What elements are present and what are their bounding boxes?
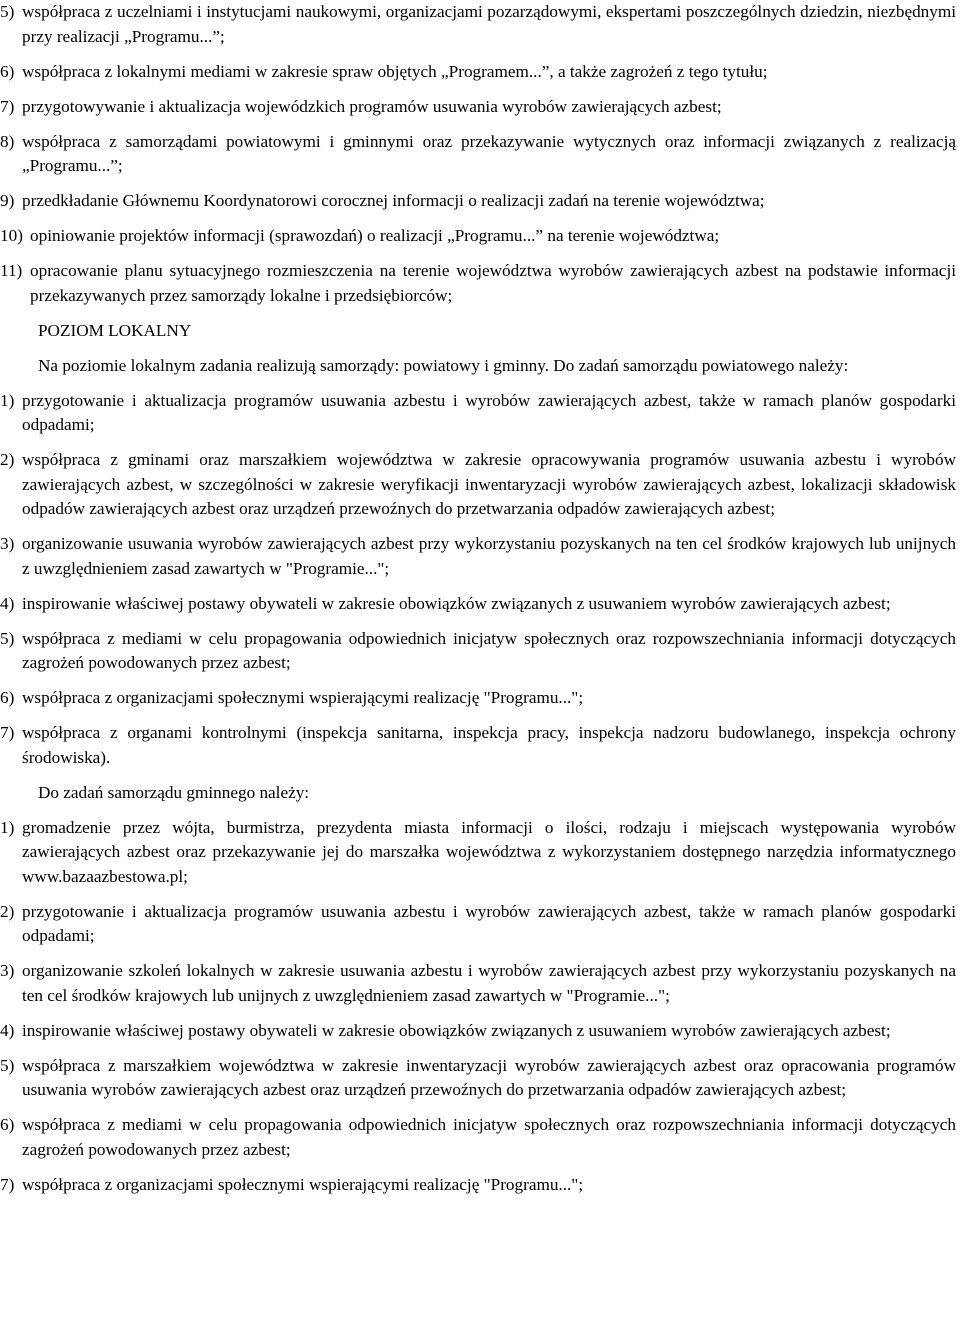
item-text: współpraca z mediami w celu propagowania odpowiednich inicjatyw społecznych oraz rozpowszechniania informacji dotyczących zagrożeń powodowanych przez azbest; xyxy=(22,628,956,672)
item-number: 3) xyxy=(0,534,15,553)
item-number: 6) xyxy=(0,1115,15,1134)
item-text: inspirowanie właściwej postawy obywateli w zakresie obowiązków związanych z usuwaniem wyrobów zawierających azbest; xyxy=(22,593,891,613)
item-number: 3) xyxy=(0,961,15,980)
item-text: organizowanie szkoleń lokalnych w zakresie usuwania azbestu i wyrobów zawierających azbest przy wykorzystaniu pozyskanych na ten cel środków krajowych lub unijnych z uwzględnieniem zasad zawartych w "Programie..."; xyxy=(22,961,956,1005)
county-task-list xyxy=(0,389,956,771)
list-item xyxy=(0,189,956,214)
item-text: współpraca z samorządami powiatowymi i gminnymi oraz przekazywanie wytycznych oraz informacji związanych z realizacją „Programu...”; xyxy=(22,131,956,175)
voivodeship-task-list xyxy=(0,0,956,308)
list-item xyxy=(0,95,956,120)
item-number: 6) xyxy=(0,61,15,81)
list-item xyxy=(0,1173,956,1198)
item-number: 7) xyxy=(0,723,15,742)
item-text: współpraca z mediami w celu propagowania odpowiednich inicjatyw społecznych oraz rozpowszechniania informacji dotyczących zagrożeń powodowanych przez azbest; xyxy=(22,1115,956,1159)
item-text: współpraca z uczelniami i instytucjami naukowymi, organizacjami pozarządowymi, ekspertami poszczególnych dziedzin, niezbędnymi przy realizacji „Programu...”; xyxy=(22,2,956,46)
item-number: 7) xyxy=(0,96,15,116)
list-item xyxy=(0,1113,956,1162)
item-text: współpraca z marszałkiem województwa w zakresie inwentaryzacji wyrobów zawierających azbest oraz opracowania programów usuwania wyrobów zawierających azbest oraz urządzeń przewoźnych do przetwarzania odpadów zawierających azbest; xyxy=(22,1055,956,1099)
list-item xyxy=(0,592,956,617)
item-number: 7) xyxy=(0,1174,15,1194)
list-item xyxy=(0,224,956,249)
list-item xyxy=(0,259,956,308)
item-text: współpraca z lokalnymi mediami w zakresie spraw objętych „Programem...”, a także zagrożeń z tego tytułu; xyxy=(22,61,768,81)
list-item xyxy=(0,900,956,949)
section-heading: POZIOM LOKALNY xyxy=(38,320,192,340)
item-text: przygotowanie i aktualizacja programów usuwania azbestu i wyrobów zawierających azbest, także w ramach planów gospodarki odpadami; xyxy=(22,390,956,434)
item-text: opiniowanie projektów informacji (sprawozdań) o realizacji „Programu...” na terenie województwa; xyxy=(30,226,720,245)
commune-intro: Do zadań samorządu gminnego należy: xyxy=(38,782,310,802)
item-number: 4) xyxy=(0,593,15,613)
item-text: współpraca z organizacjami społecznymi wspierającymi realizację "Programu..."; xyxy=(22,688,584,707)
list-item xyxy=(0,448,956,522)
list-item xyxy=(0,1019,956,1044)
list-item xyxy=(0,0,956,49)
item-number: 1) xyxy=(0,817,15,837)
list-item xyxy=(0,1054,956,1103)
item-number: 9) xyxy=(0,191,15,210)
list-item xyxy=(0,816,956,890)
item-number: 4) xyxy=(0,1020,15,1040)
item-number: 6) xyxy=(0,688,15,707)
list-item xyxy=(0,130,956,179)
item-number: 5) xyxy=(0,628,15,648)
item-text: przygotowywanie i aktualizacja wojewódzkich programów usuwania wyrobów zawierających azbest; xyxy=(22,96,722,116)
item-number: 5) xyxy=(0,1055,15,1075)
item-text: współpraca z organami kontrolnymi (inspekcja sanitarna, inspekcja pracy, inspekcja nadzoru budowlanego, inspekcja ochrony środowiska). xyxy=(22,723,956,767)
item-text: współpraca z organizacjami społecznymi wspierającymi realizację "Programu..."; xyxy=(22,1174,584,1194)
intro-paragraph: Na poziomie lokalnym zadania realizują samorządy: powiatowy i gminny. Do zadań samorządu powiatowego należy: xyxy=(38,355,849,375)
commune-task-list xyxy=(0,816,956,1198)
item-text: opracowanie planu sytuacyjnego rozmieszczenia na terenie województwa wyrobów zawierających azbest na podstawie informacji przekazywanych przez samorządy lokalne i przedsiębiorców; xyxy=(30,261,956,305)
list-item xyxy=(0,721,956,770)
item-text: gromadzenie przez wójta, burmistrza, prezydenta miasta informacji o ilości, rodzaju i miejscach występowania wyrobów zawierających azbest oraz przekazywanie jej do marszałka województwa z wykorzystaniem dostępnego narzędzia informatycznego www.bazaazbestowa.pl; xyxy=(22,817,956,886)
list-item xyxy=(0,686,956,711)
item-number: 2) xyxy=(0,450,15,469)
list-item xyxy=(0,532,956,581)
item-text: przedkładanie Głównemu Koordynatorowi corocznej informacji o realizacji zadań na terenie województwa; xyxy=(22,191,765,210)
list-item xyxy=(0,60,956,85)
item-number: 1) xyxy=(0,390,15,410)
list-item xyxy=(0,389,956,438)
list-item xyxy=(0,959,956,1008)
item-number: 8) xyxy=(0,131,15,151)
item-text: inspirowanie właściwej postawy obywateli w zakresie obowiązków związanych z usuwaniem wyrobów zawierających azbest; xyxy=(22,1020,891,1040)
item-text: przygotowanie i aktualizacja programów usuwania azbestu i wyrobów zawierających azbest, także w ramach planów gospodarki odpadami; xyxy=(22,901,956,945)
item-number: 5) xyxy=(0,2,15,21)
item-text: współpraca z gminami oraz marszałkiem województwa w zakresie opracowywania programów usuwania azbestu i wyrobów zawierających azbest, w szczególności w zakresie weryfikacji inwentaryzacji wyrobów zawierających azbest, lokalizacji składowisk odpadów zawierających azbest oraz urządzeń przewoźnych do przetwarzania odpadów zawierających azbest; xyxy=(22,450,956,518)
item-text: organizowanie usuwania wyrobów zawierających azbest przy wykorzystaniu pozyskanych na ten cel środków krajowych lub unijnych z uwzględnieniem zasad zawartych w "Programie..."; xyxy=(22,534,956,578)
item-number: 11) xyxy=(0,261,23,280)
item-number: 2) xyxy=(0,901,15,921)
item-number: 10) xyxy=(0,226,23,245)
list-item xyxy=(0,627,956,676)
